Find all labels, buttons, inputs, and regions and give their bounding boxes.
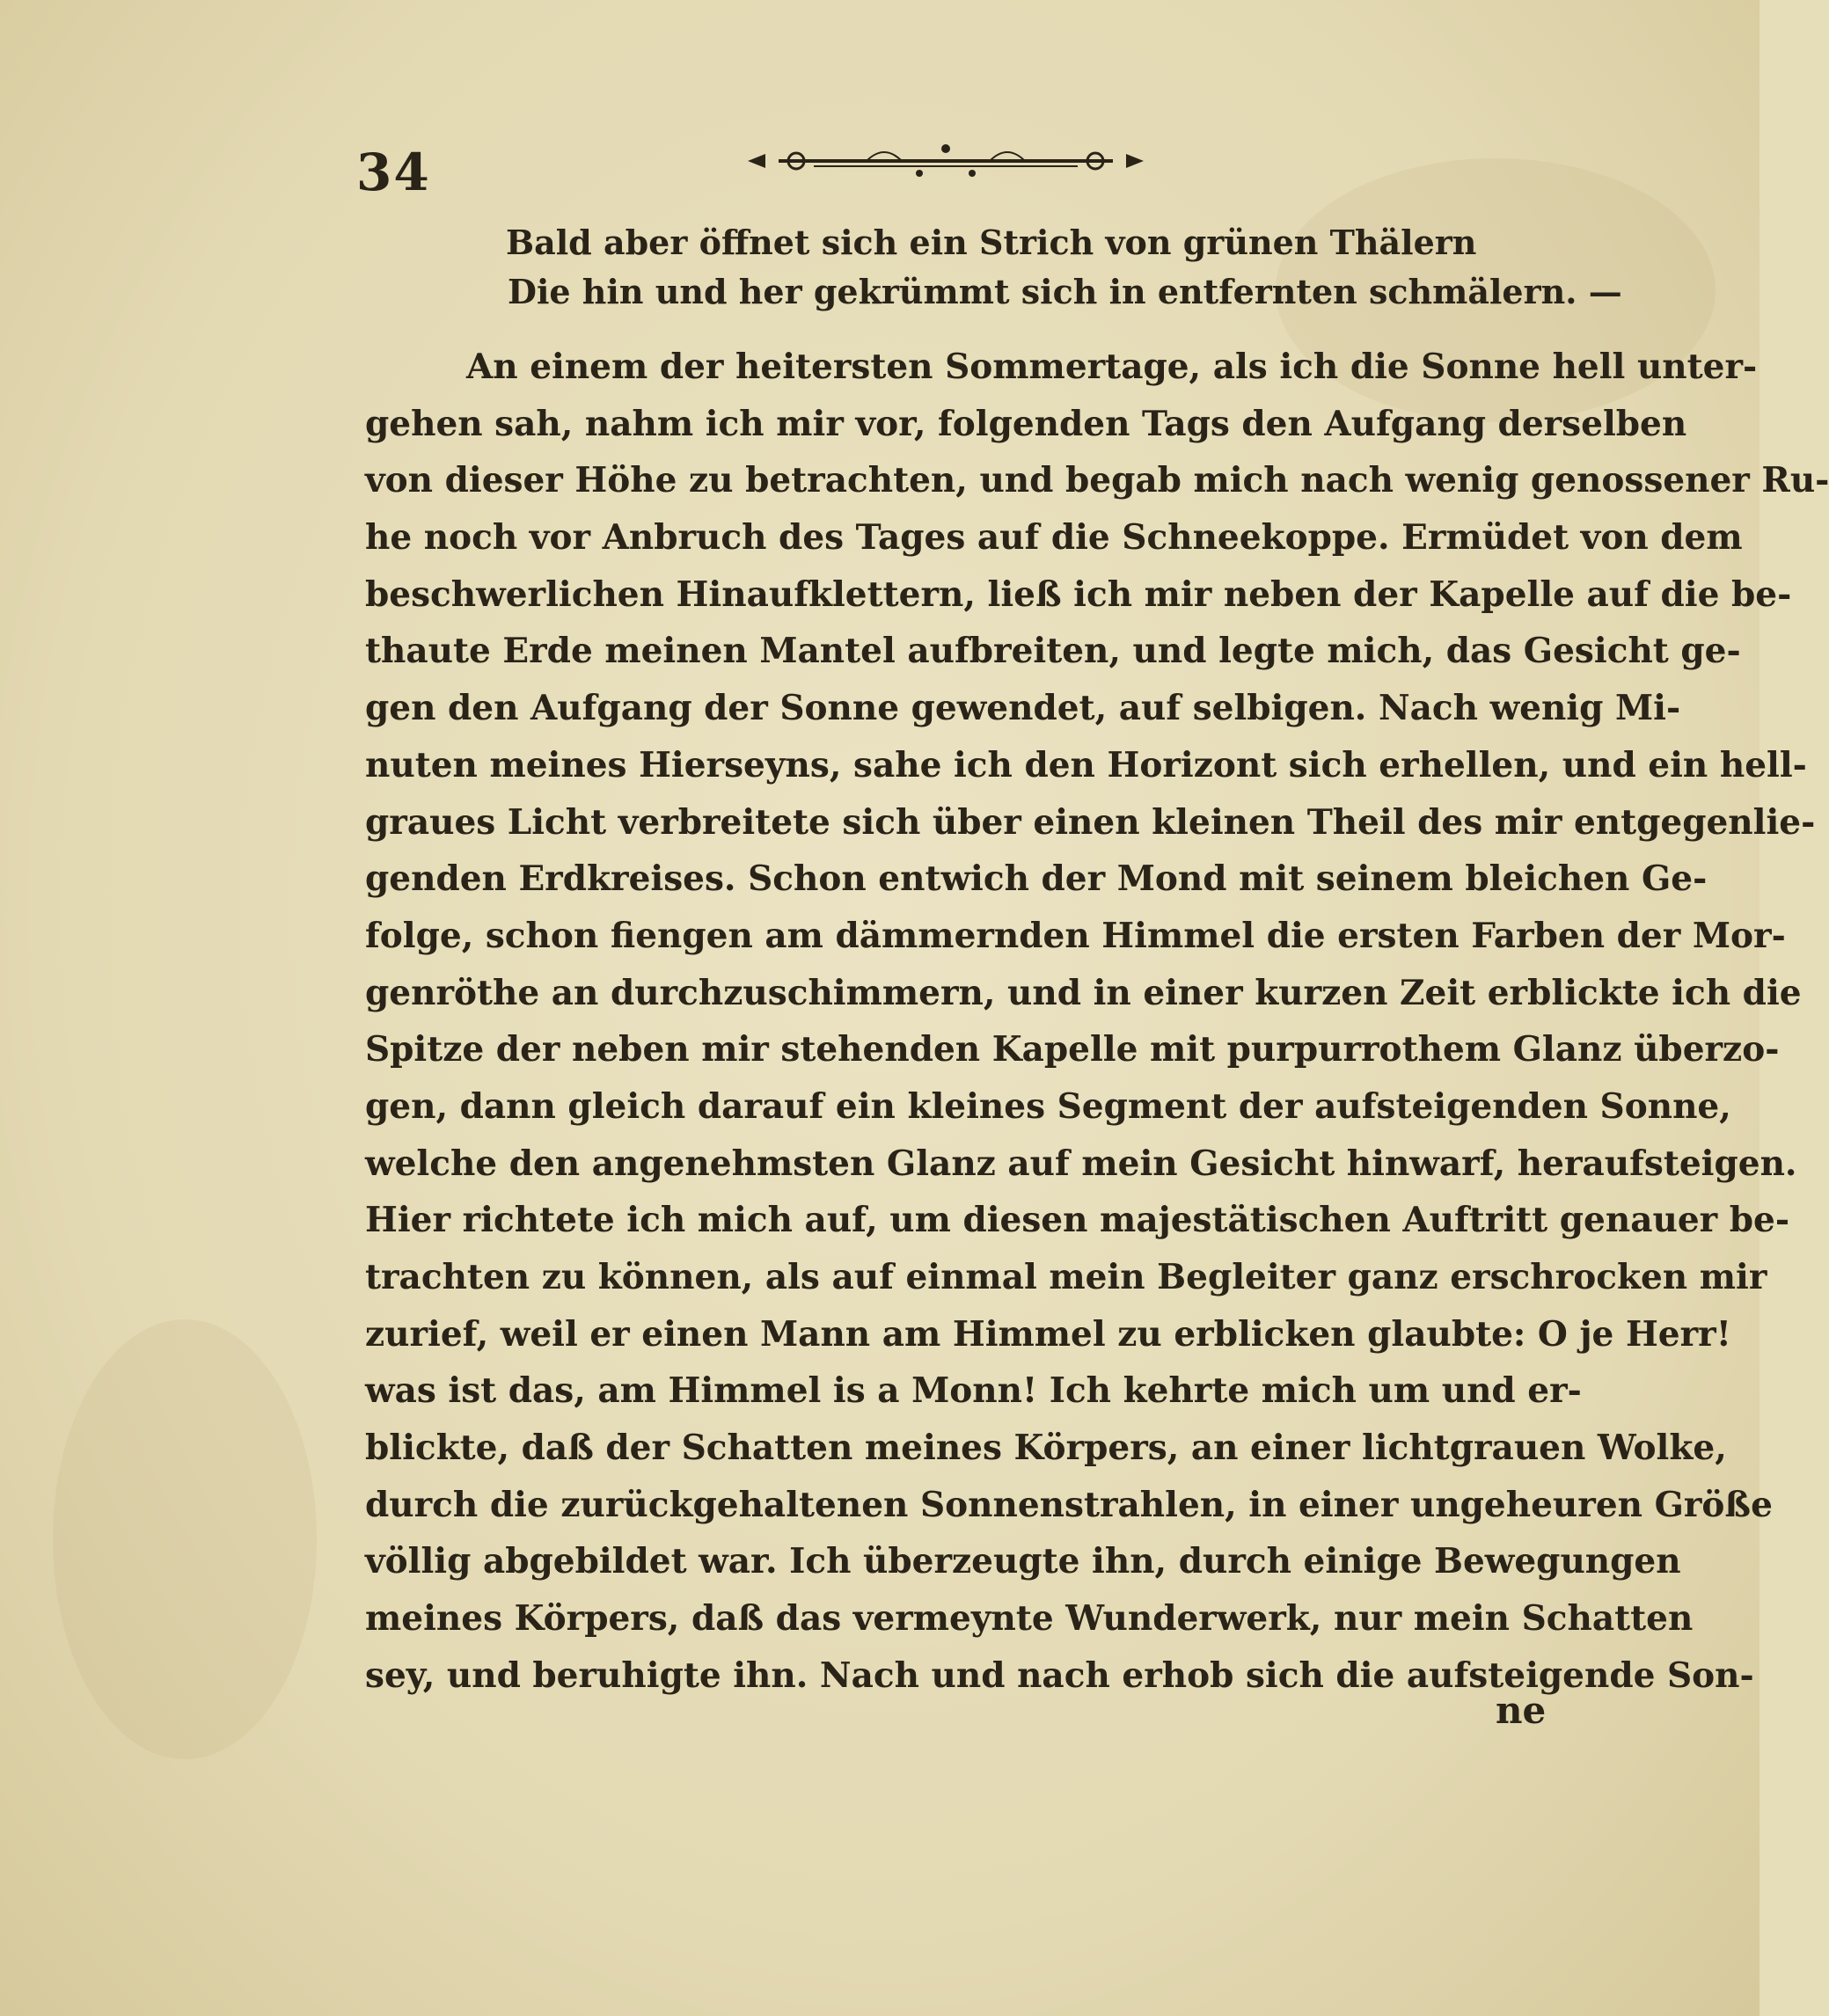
text-line: Spitze der neben mir stehenden Kapelle mit purpurrothem Glanz überzo-	[365, 1029, 1780, 1070]
text-line: nuten meines Hierseyns, sahe ich den Horizont sich erhellen, und ein hell-	[365, 744, 1807, 785]
text-line: thaute Erde meinen Mantel aufbreiten, und legte mich, das Gesicht ge-	[365, 631, 1741, 672]
text-line: blickte, daß der Schatten meines Körpers, an einer lichtgrauen Wolke,	[365, 1428, 1727, 1469]
verse-line: Bald aber öffnet sich ein Strich von grünen Thälern	[506, 223, 1477, 262]
text-line: gen, dann gleich darauf ein kleines Segment der aufsteigenden Sonne,	[365, 1085, 1731, 1127]
text-line: graues Licht verbreitete sich über einen kleinen Theil des mir entgegenlie-	[365, 801, 1816, 843]
text-line: gehen sah, nahm ich mir vor, folgenden Tags den Aufgang derselben	[365, 403, 1687, 444]
text-line: sey, und beruhigte ihn. Nach und nach erhob sich die aufsteigende Son-	[365, 1654, 1754, 1696]
text-line: zurief, weil er einen Mann am Himmel zu erblicken glaubte: O je Herr!	[365, 1313, 1731, 1355]
text-line: folge, schon fiengen am dämmernden Himmel die ersten Farben der Mor-	[365, 915, 1786, 956]
paper-stain	[53, 1319, 317, 1759]
page-number: 34	[356, 142, 431, 202]
text-line: trachten zu können, als auf einmal mein Begleiter ganz erschrocken mir	[365, 1257, 1767, 1297]
text-line: An einem der heitersten Sommertage, als ich die Sonne hell unter-	[466, 347, 1758, 387]
text-line: was ist das, am Himmel is a Monn! Ich kehrte mich um und er-	[365, 1370, 1582, 1412]
text-line: gen den Aufgang der Sonne gewendet, auf selbigen. Nach wenig Mi-	[365, 688, 1681, 729]
text-line: von dieser Höhe zu betrachten, und begab mich nach wenig genossener Ru-	[365, 460, 1829, 501]
text-line: beschwerlichen Hinaufklettern, ließ ich mir neben der Kapelle auf die be-	[365, 573, 1792, 615]
verse-line: Die hin und her gekrümmt sich in entfernten schmälern. —	[508, 272, 1622, 311]
text-line: genden Erdkreises. Schon entwich der Mond mit seinem bleichen Ge-	[365, 858, 1708, 900]
text-line: durch die zurückgehaltenen Sonnenstrahlen, in einer ungeheuren Größe	[365, 1484, 1773, 1525]
text-line: welche den angenehmsten Glanz auf mein Gesicht hinwarf, heraufsteigen.	[365, 1143, 1797, 1184]
body-paragraph	[365, 339, 1829, 1705]
text-line: völlig abgebildet war. Ich überzeugte ihn, durch einige Bewegungen	[365, 1541, 1681, 1582]
verse-quotation	[506, 218, 1622, 317]
text-line: meines Körpers, daß das vermeynte Wunderwerk, nur mein Schatten	[365, 1598, 1694, 1640]
text-line: he noch vor Anbruch des Tages auf die Schneekoppe. Ermüdet von dem	[365, 517, 1743, 559]
catchword: ne	[1496, 1689, 1547, 1732]
text-line: genröthe an durchzuschimmern, und in einer kurzen Zeit erblickte ich die	[365, 972, 1802, 1013]
decorative-rule-ornament	[743, 136, 1148, 180]
text-line: Hier richtete ich mich auf, um diesen majestätischen Auftritt genauer be-	[365, 1200, 1790, 1241]
